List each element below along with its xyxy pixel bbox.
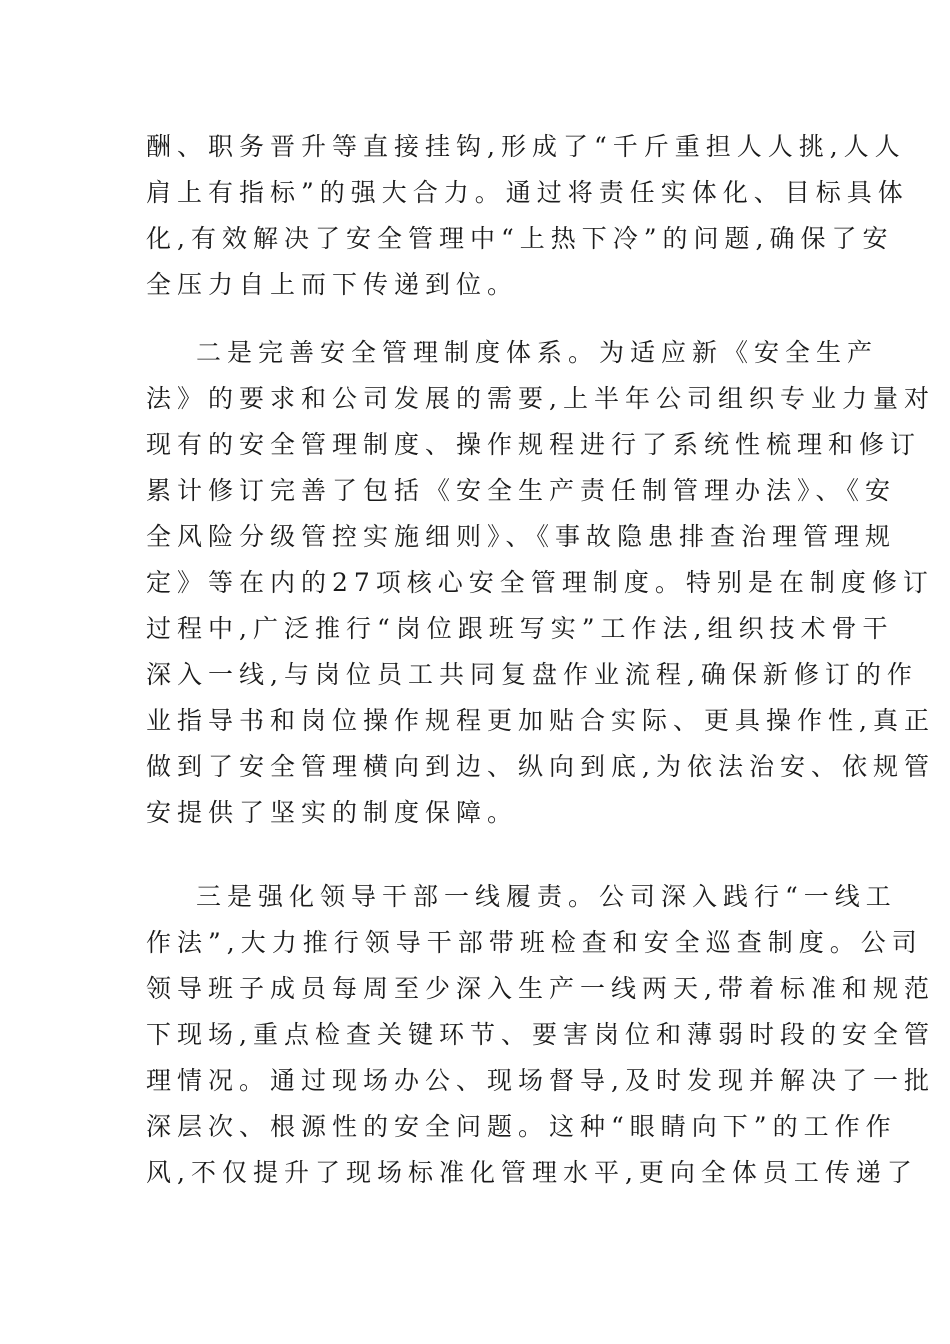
text-line: 定》等在内的27项核心安全管理制度。特别是在制度修订 [146, 568, 934, 597]
text-line: 深入一线,与岗位员工共同复盘作业流程,确保新修订的作 [146, 660, 918, 689]
text-line: 酬、职务晋升等直接挂钩,形成了“千斤重担人人挑,人人 [146, 132, 906, 161]
text-line: 累计修订完善了包括《安全生产责任制管理办法》、《安 [146, 476, 897, 505]
text-line: 领导班子成员每周至少深入生产一线两天,带着标准和规范 [146, 974, 935, 1003]
text-line: 风,不仅提升了现场标准化管理水平,更向全体员工传递了 [146, 1158, 918, 1187]
text-line: 法》的要求和公司发展的需要,上半年公司组织专业力量对 [146, 384, 935, 413]
text-line: 下现场,重点检查关键环节、要害岗位和薄弱时段的安全管 [146, 1020, 935, 1049]
text-line: 做到了安全管理横向到边、纵向到底,为依法治安、依规管 [146, 752, 935, 781]
text-line: 二是完善安全管理制度体系。为适应新《安全生产 [196, 338, 879, 367]
text-line: 现有的安全管理制度、操作规程进行了系统性梳理和修订 [146, 430, 922, 459]
text-line: 肩上有指标”的强大合力。通过将责任实体化、目标具体 [146, 178, 909, 207]
text-line: 三是强化领导干部一线履责。公司深入践行“一线工 [196, 882, 897, 911]
text-line: 过程中,广泛推行“岗位跟班写实”工作法,组织技术骨干 [146, 614, 894, 643]
text-line: 理情况。通过现场办公、现场督导,及时发现并解决了一批 [146, 1066, 935, 1095]
text-line: 全风险分级管控实施细则》、《事故隐患排查治理管理规 [146, 522, 897, 551]
paragraph-management-system [146, 330, 935, 836]
text-line: 业指导书和岗位操作规程更加贴合实际、更具操作性,真正 [146, 706, 935, 735]
text-line: 安提供了坚实的制度保障。 [146, 798, 519, 827]
paragraph-leadership-duty [146, 874, 935, 1196]
paragraph-continued [146, 124, 909, 308]
text-line: 全压力自上而下传递到位。 [146, 270, 519, 299]
text-line: 化,有效解决了安全管理中“上热下冷”的问题,确保了安 [146, 224, 894, 253]
text-line: 作法”,大力推行领导干部带班检查和安全巡查制度。公司 [146, 928, 923, 957]
text-line: 深层次、根源性的安全问题。这种“眼睛向下”的工作作 [146, 1112, 897, 1141]
